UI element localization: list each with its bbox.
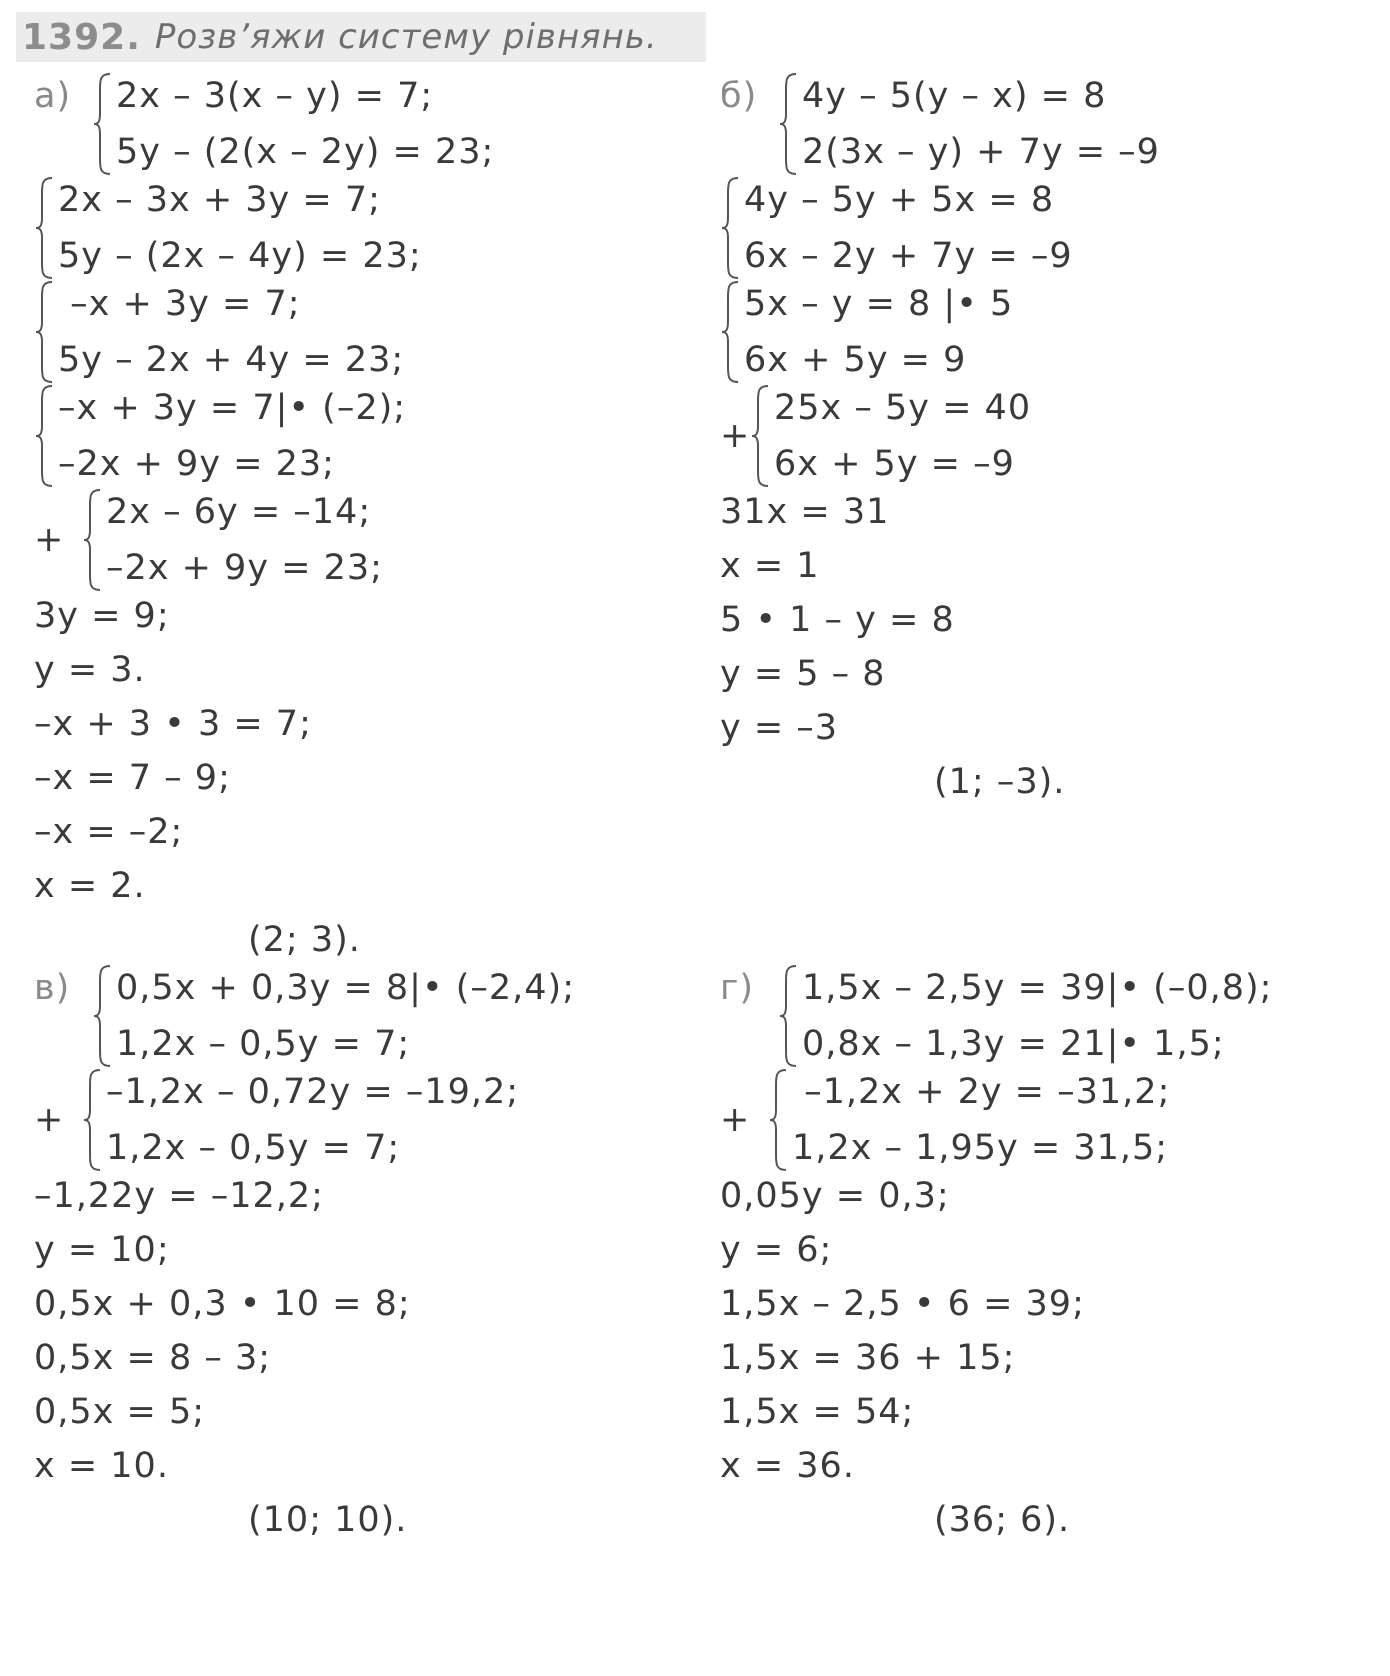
system xyxy=(34,380,406,492)
solution-line: 5 • 1 – y = 8 xyxy=(720,600,955,640)
plus-sign: + xyxy=(720,416,751,456)
equation: 6x + 5y = 9 xyxy=(744,340,967,380)
system xyxy=(34,960,575,1072)
solution-line: y = 5 – 8 xyxy=(720,654,886,694)
task-number: 1392. xyxy=(22,16,141,58)
brace-icon xyxy=(92,960,112,1072)
solution-line: y = 3. xyxy=(34,650,146,690)
brace-icon xyxy=(750,380,770,492)
equation: 1,5x – 2,5y = 39|• (–0,8); xyxy=(802,968,1273,1008)
part-label: а) xyxy=(34,76,72,116)
solution-line: x = 2. xyxy=(34,866,146,906)
system xyxy=(720,68,1160,180)
equation: –2x + 9y = 23; xyxy=(106,548,383,588)
solution-line: y = 10; xyxy=(34,1230,170,1270)
system xyxy=(720,1064,1170,1176)
solution-line: y = 6; xyxy=(720,1230,833,1270)
brace-icon xyxy=(720,276,740,388)
equation: 4y – 5y + 5x = 8 xyxy=(744,180,1055,220)
equation: 1,2x – 0,5y = 7; xyxy=(106,1128,401,1168)
brace-icon xyxy=(34,380,54,492)
brace-icon xyxy=(778,68,798,180)
brace-icon xyxy=(34,172,54,284)
system xyxy=(34,276,404,388)
brace-icon xyxy=(82,484,102,596)
solution-line: x = 36. xyxy=(720,1446,855,1486)
solution-line: –x + 3 • 3 = 7; xyxy=(34,704,312,744)
solution-line: –x = –2; xyxy=(34,812,184,852)
system xyxy=(34,68,494,180)
task-title: Розв’яжи систему рівнянь. xyxy=(154,17,658,57)
equation: 2(3x – y) + 7y = –9 xyxy=(802,132,1160,172)
system xyxy=(34,484,383,596)
solution-line: 0,5x = 8 – 3; xyxy=(34,1338,272,1378)
brace-icon xyxy=(778,960,798,1072)
system xyxy=(34,1064,519,1176)
equation: –x + 3y = 7; xyxy=(58,284,301,324)
solution-line: 0,5x + 0,3 • 10 = 8; xyxy=(34,1284,411,1324)
plus-sign: + xyxy=(34,1100,65,1140)
brace-icon xyxy=(82,1064,102,1176)
solution-line: 3y = 9; xyxy=(34,596,170,636)
equation: 2x – 3(x – y) = 7; xyxy=(116,76,434,116)
solution-line: y = –3 xyxy=(720,708,839,748)
equation: 1,2x – 1,95y = 31,5; xyxy=(792,1128,1169,1168)
solution-line: 0,05y = 0,3; xyxy=(720,1176,950,1216)
equation: 0,5x + 0,3y = 8|• (–2,4); xyxy=(116,968,575,1008)
solution-line: 1,5x – 2,5 • 6 = 39; xyxy=(720,1284,1085,1324)
solution-line: 1,5x = 36 + 15; xyxy=(720,1338,1016,1378)
plus-sign: + xyxy=(720,1100,751,1140)
part-label: б) xyxy=(720,76,758,116)
answer: (10; 10). xyxy=(248,1500,408,1540)
system xyxy=(720,276,1013,388)
equation: 2x – 3x + 3y = 7; xyxy=(58,180,381,220)
equation: 6x – 2y + 7y = –9 xyxy=(744,236,1073,276)
equation: 5y – 2x + 4y = 23; xyxy=(58,340,405,380)
answer: (36; 6). xyxy=(934,1500,1071,1540)
equation: 5y – (2x – 4y) = 23; xyxy=(58,236,422,276)
equation: –2x + 9y = 23; xyxy=(58,444,335,484)
solution-line: –x = 7 – 9; xyxy=(34,758,231,798)
equation: 1,2x – 0,5y = 7; xyxy=(116,1024,411,1064)
part-label: г) xyxy=(720,968,755,1008)
equation: –1,2x + 2y = –31,2; xyxy=(792,1072,1171,1112)
system xyxy=(720,172,1073,284)
equation: 0,8x – 1,3y = 21|• 1,5; xyxy=(802,1024,1225,1064)
solution-line: –1,22y = –12,2; xyxy=(34,1176,324,1216)
equation: 6x + 5y = –9 xyxy=(774,444,1015,484)
equation: 2x – 6y = –14; xyxy=(106,492,372,532)
system xyxy=(720,380,1031,492)
solution-line: 31x = 31 xyxy=(720,492,890,532)
equation: 5y – (2(x – 2y) = 23; xyxy=(116,132,495,172)
answer: (2; 3). xyxy=(248,920,361,960)
solution-line: x = 10. xyxy=(34,1446,169,1486)
brace-icon xyxy=(34,276,54,388)
solution-line: 0,5x = 5; xyxy=(34,1392,206,1432)
equation: 4y – 5(y – x) = 8 xyxy=(802,76,1107,116)
brace-icon xyxy=(768,1064,788,1176)
answer: (1; –3). xyxy=(934,762,1066,802)
equation: –x + 3y = 7|• (–2); xyxy=(58,388,407,428)
brace-icon xyxy=(720,172,740,284)
system xyxy=(34,172,422,284)
equation: 25x – 5y = 40 xyxy=(774,388,1032,428)
equation: –1,2x – 0,72y = –19,2; xyxy=(106,1072,520,1112)
solution-line: x = 1 xyxy=(720,546,820,586)
part-label: в) xyxy=(34,968,71,1008)
task-header xyxy=(16,12,706,62)
solution-line: 1,5x = 54; xyxy=(720,1392,915,1432)
brace-icon xyxy=(92,68,112,180)
equation: 5x – y = 8 |• 5 xyxy=(744,284,1014,324)
system xyxy=(720,960,1272,1072)
plus-sign: + xyxy=(34,520,65,560)
